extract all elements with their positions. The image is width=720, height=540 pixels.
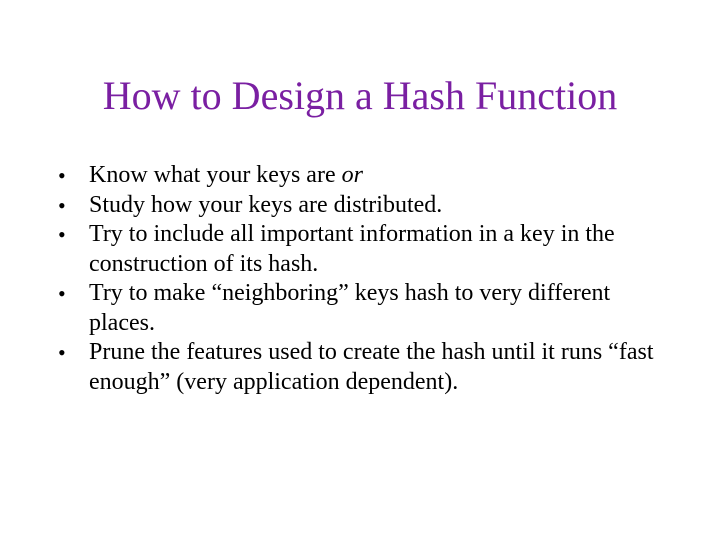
bullet-text: Study how your keys are distributed. [89,191,443,218]
bullet-item-distribution [58,191,678,221]
bullet-icon: • [58,222,66,247]
bullet-item-neighboring [58,279,678,338]
bullet-text: Know what your keys are [89,162,342,188]
bullet-icon: • [58,163,66,188]
bullet-icon: • [58,340,66,365]
bullet-item-keys [58,161,678,191]
bullet-item-prune [58,338,678,397]
bullet-item-information [58,220,678,279]
bullet-emphasis: or [341,162,363,188]
bullet-text: Try to include all important information in a key in the construction of its hash. [89,221,615,277]
bullet-icon: • [58,192,66,218]
slide-title: How to Design a Hash Function [102,73,618,118]
bullet-text: Prune the features used to create the hash until it runs “fast enough” (very application dependent). [89,339,654,395]
bullet-list [58,161,678,397]
bullet-icon: • [58,281,66,306]
bullet-text: Try to make “neighboring” keys hash to very different places. [89,280,611,336]
